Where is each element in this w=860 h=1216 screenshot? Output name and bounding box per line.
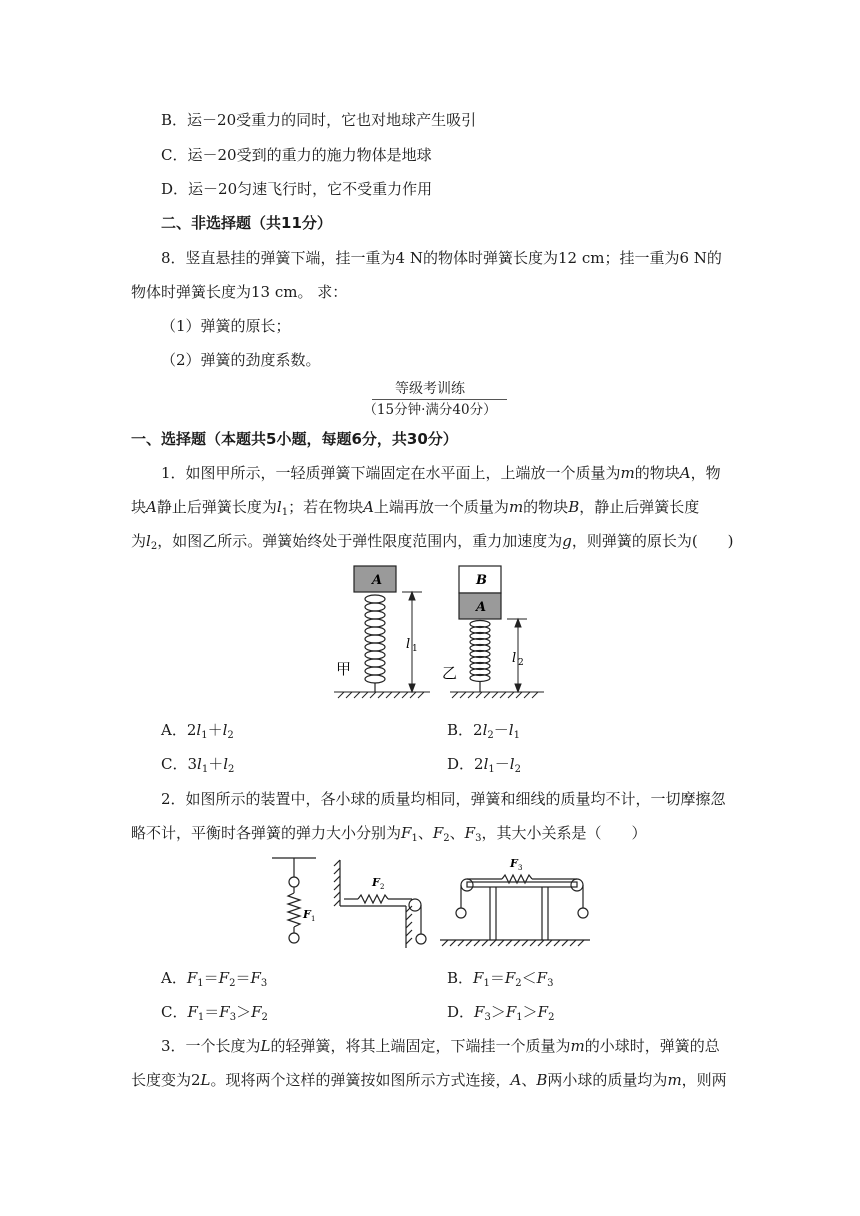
subscript: 1 [201,730,208,741]
op: ＝ [203,969,219,987]
option-letter: A． [161,969,187,987]
var: F [536,969,548,987]
var: F [250,969,261,987]
var: F [474,1003,485,1021]
subscript: 2 [443,833,450,844]
var: l [276,498,282,516]
text: 、 [417,824,433,842]
q1-option-a [161,720,234,740]
text: 为 [131,532,147,550]
text: ，其大小关系是（ ） [481,824,647,842]
var: F [186,969,198,987]
q8-sub1: （1）弹簧的原长； [161,317,291,335]
text: ，静止后弹簧长度 [579,498,700,516]
var: F [537,1003,549,1021]
var: A [679,464,691,482]
subscript: 2 [229,978,236,989]
var: g [562,532,572,550]
subscript: 1 [411,833,418,844]
text: 上端再放一个质量为 [373,498,509,516]
var: B [568,498,580,516]
text: 、 [449,824,465,842]
op: ＞ [522,1003,538,1021]
var: F [464,824,476,842]
op: ＝ [489,969,505,987]
var: l [197,755,202,773]
op: ＜ [521,969,537,987]
var: l [196,721,202,739]
subscript: 3 [260,978,268,989]
option-b [161,110,476,130]
q3-line1 [161,1036,720,1056]
var: l [482,721,488,739]
q2-figure [260,852,600,956]
text: ，则弹簧的原长为( ) [571,532,734,550]
f1-sub: 1 [311,915,316,923]
subscript: 2 [514,764,521,775]
ground-jia [334,692,430,698]
text: ；若在物块 [288,498,364,516]
text: 的轻弹簧，将其上端固定，下端挂一个质量为 [270,1037,571,1055]
var: l [222,721,228,739]
q3-line2 [131,1070,727,1090]
coef: 3 [187,755,198,773]
op: ＞ [236,1003,252,1021]
level-title: 等级考训练 [395,381,465,397]
var: l [146,532,151,550]
coef: 2 [186,721,197,739]
option-letter: A． [161,721,187,739]
q2-option-d [447,1002,554,1022]
block-b-label: B [476,573,487,588]
q1-option-d [447,754,521,774]
text: 略不计，平衡时各弹簧的弹力大小分别为 [131,824,402,842]
subscript: 1 [201,764,209,775]
op: － [493,721,509,739]
section-heading-choice: 一、选择题（本题共5小题，每题6分，共30分） [131,430,458,448]
q2-option-c [161,1002,268,1022]
var: F [187,1003,198,1021]
var: L [200,1071,211,1089]
var: A [510,1071,522,1089]
text: 块 [131,498,147,516]
subscript: 1 [197,978,204,989]
text: 1．如图甲所示，一轻质弹簧下端固定在水平面上，上端放一个质量为 [161,464,621,482]
var: F [504,969,516,987]
op: － [494,755,510,773]
setup-f1 [272,858,316,943]
subscript: 1 [197,1012,205,1023]
option-letter: D． [161,180,189,198]
var: l [508,721,514,739]
title-rule [372,399,507,400]
op: ＋ [207,721,223,739]
var: l [483,755,489,773]
subscript: 1 [483,978,490,989]
var: F [473,969,484,987]
q8-line2: 物体时弹簧长度为13 cm。 求： [131,283,348,301]
subscript: 2 [261,1012,268,1023]
subscript: 3 [547,978,554,989]
l2-sub: 2 [518,658,524,668]
q1-option-c [161,754,234,774]
option-letter: B． [447,969,474,987]
subscript: 3 [475,833,482,844]
q2-option-a [161,968,267,988]
subscript: 2 [487,730,494,741]
subscript: 2 [515,978,522,989]
text: 、 [521,1071,537,1089]
subscript: 3 [484,1012,491,1023]
dimension-l1 [402,592,422,692]
op: ＝ [204,1003,220,1021]
section-heading-nonchoice: 二、非选择题（共11分） [161,214,332,232]
subscript: 1 [281,507,289,518]
var: m [667,1071,682,1089]
subscript: 3 [229,1012,237,1023]
label-jia: 甲 [336,660,352,678]
var: F [251,1003,262,1021]
f2-label: F [372,876,380,889]
subscript: 2 [150,541,158,552]
text: 的物块 [523,498,569,516]
option-c [161,145,432,165]
block-a-label: A [372,573,383,588]
subscript: 2 [228,764,235,775]
text: 长度变为2 [131,1071,201,1089]
text: ，物 [690,464,721,482]
label-yi: 乙 [442,664,458,682]
option-text: 运－20受到的重力的施力物体是地球 [187,146,432,164]
option-d [161,179,432,199]
q2-option-b [447,968,553,988]
op: ＋ [208,755,224,773]
text: 两小球的质量均为 [547,1071,668,1089]
f3-label: F [510,857,518,870]
l2-label: l [512,651,517,666]
option-letter: C． [161,755,188,773]
var: F [219,1003,230,1021]
q1-line2 [131,497,699,517]
q2-line1: 2．如图所示的装置中，各小球的质量均相同，弹簧和细线的质量均不计，一切摩擦忽 [161,790,726,808]
var: m [508,498,524,516]
option-letter: C． [161,1003,188,1021]
text: 的物块 [634,464,680,482]
q1-figure [330,562,560,710]
level-subtitle: （15分钟·满分40分） [363,402,497,418]
option-text: 运－20受重力的同时，它也对地球产生吸引 [187,111,477,129]
text: 。现将两个这样的弹簧按如图所示方式连接， [210,1071,511,1089]
subscript: 1 [516,1012,523,1023]
q1-line1 [161,463,721,483]
text: 3．一个长度为 [161,1037,261,1055]
var: F [432,824,444,842]
ground-yi [450,692,544,698]
text: 静止后弹簧长度为 [156,498,277,516]
dimension-l2 [507,619,527,692]
f3-sub: 3 [518,864,523,872]
option-letter: C． [161,146,188,164]
setup-f2 [334,860,426,948]
var: A [363,498,374,516]
subscript: 1 [513,730,520,741]
f1-label: F [303,908,311,921]
var: A [146,498,157,516]
text: ，如图乙所示。弹簧始终处于弹性限度范围内，重力加速度为 [157,532,563,550]
q1-line3 [131,531,734,551]
text: ，则两 [681,1071,727,1089]
q8-sub2: （2）弹簧的劲度系数。 [161,351,321,369]
op: ＝ [235,969,251,987]
var: L [260,1037,271,1055]
spring-jia [365,595,385,692]
var: m [570,1037,585,1055]
option-letter: B． [447,721,474,739]
q8-line1: 8．竖直悬挂的弹簧下端，挂一重为4 N的物体时弹簧长度为12 cm；挂一重为6 N的 [161,249,722,267]
coef: 2 [474,755,484,773]
var: B [536,1071,548,1089]
setup-f3 [440,875,590,946]
option-letter: D． [447,1003,475,1021]
option-text: 运－20匀速飞行时，它不受重力作用 [188,180,433,198]
q1-option-b [447,720,520,740]
text: 的小球时，弹簧的总 [584,1037,720,1055]
var: l [509,755,515,773]
subscript: 2 [227,730,234,741]
f2-sub: 2 [380,883,385,891]
option-letter: D． [447,755,475,773]
op: ＞ [490,1003,506,1021]
subscript: 1 [488,764,495,775]
option-letter: B． [161,111,188,129]
q2-line2 [131,823,646,843]
subscript: 2 [548,1012,555,1023]
l1-sub: 1 [412,644,418,654]
var: F [505,1003,517,1021]
var: F [401,824,412,842]
var: l [223,755,229,773]
coef: 2 [473,721,483,739]
block-a-label: A [476,600,487,615]
var: F [218,969,230,987]
l1-label: l [406,637,411,652]
var: m [620,464,635,482]
spring-yi [470,621,490,693]
